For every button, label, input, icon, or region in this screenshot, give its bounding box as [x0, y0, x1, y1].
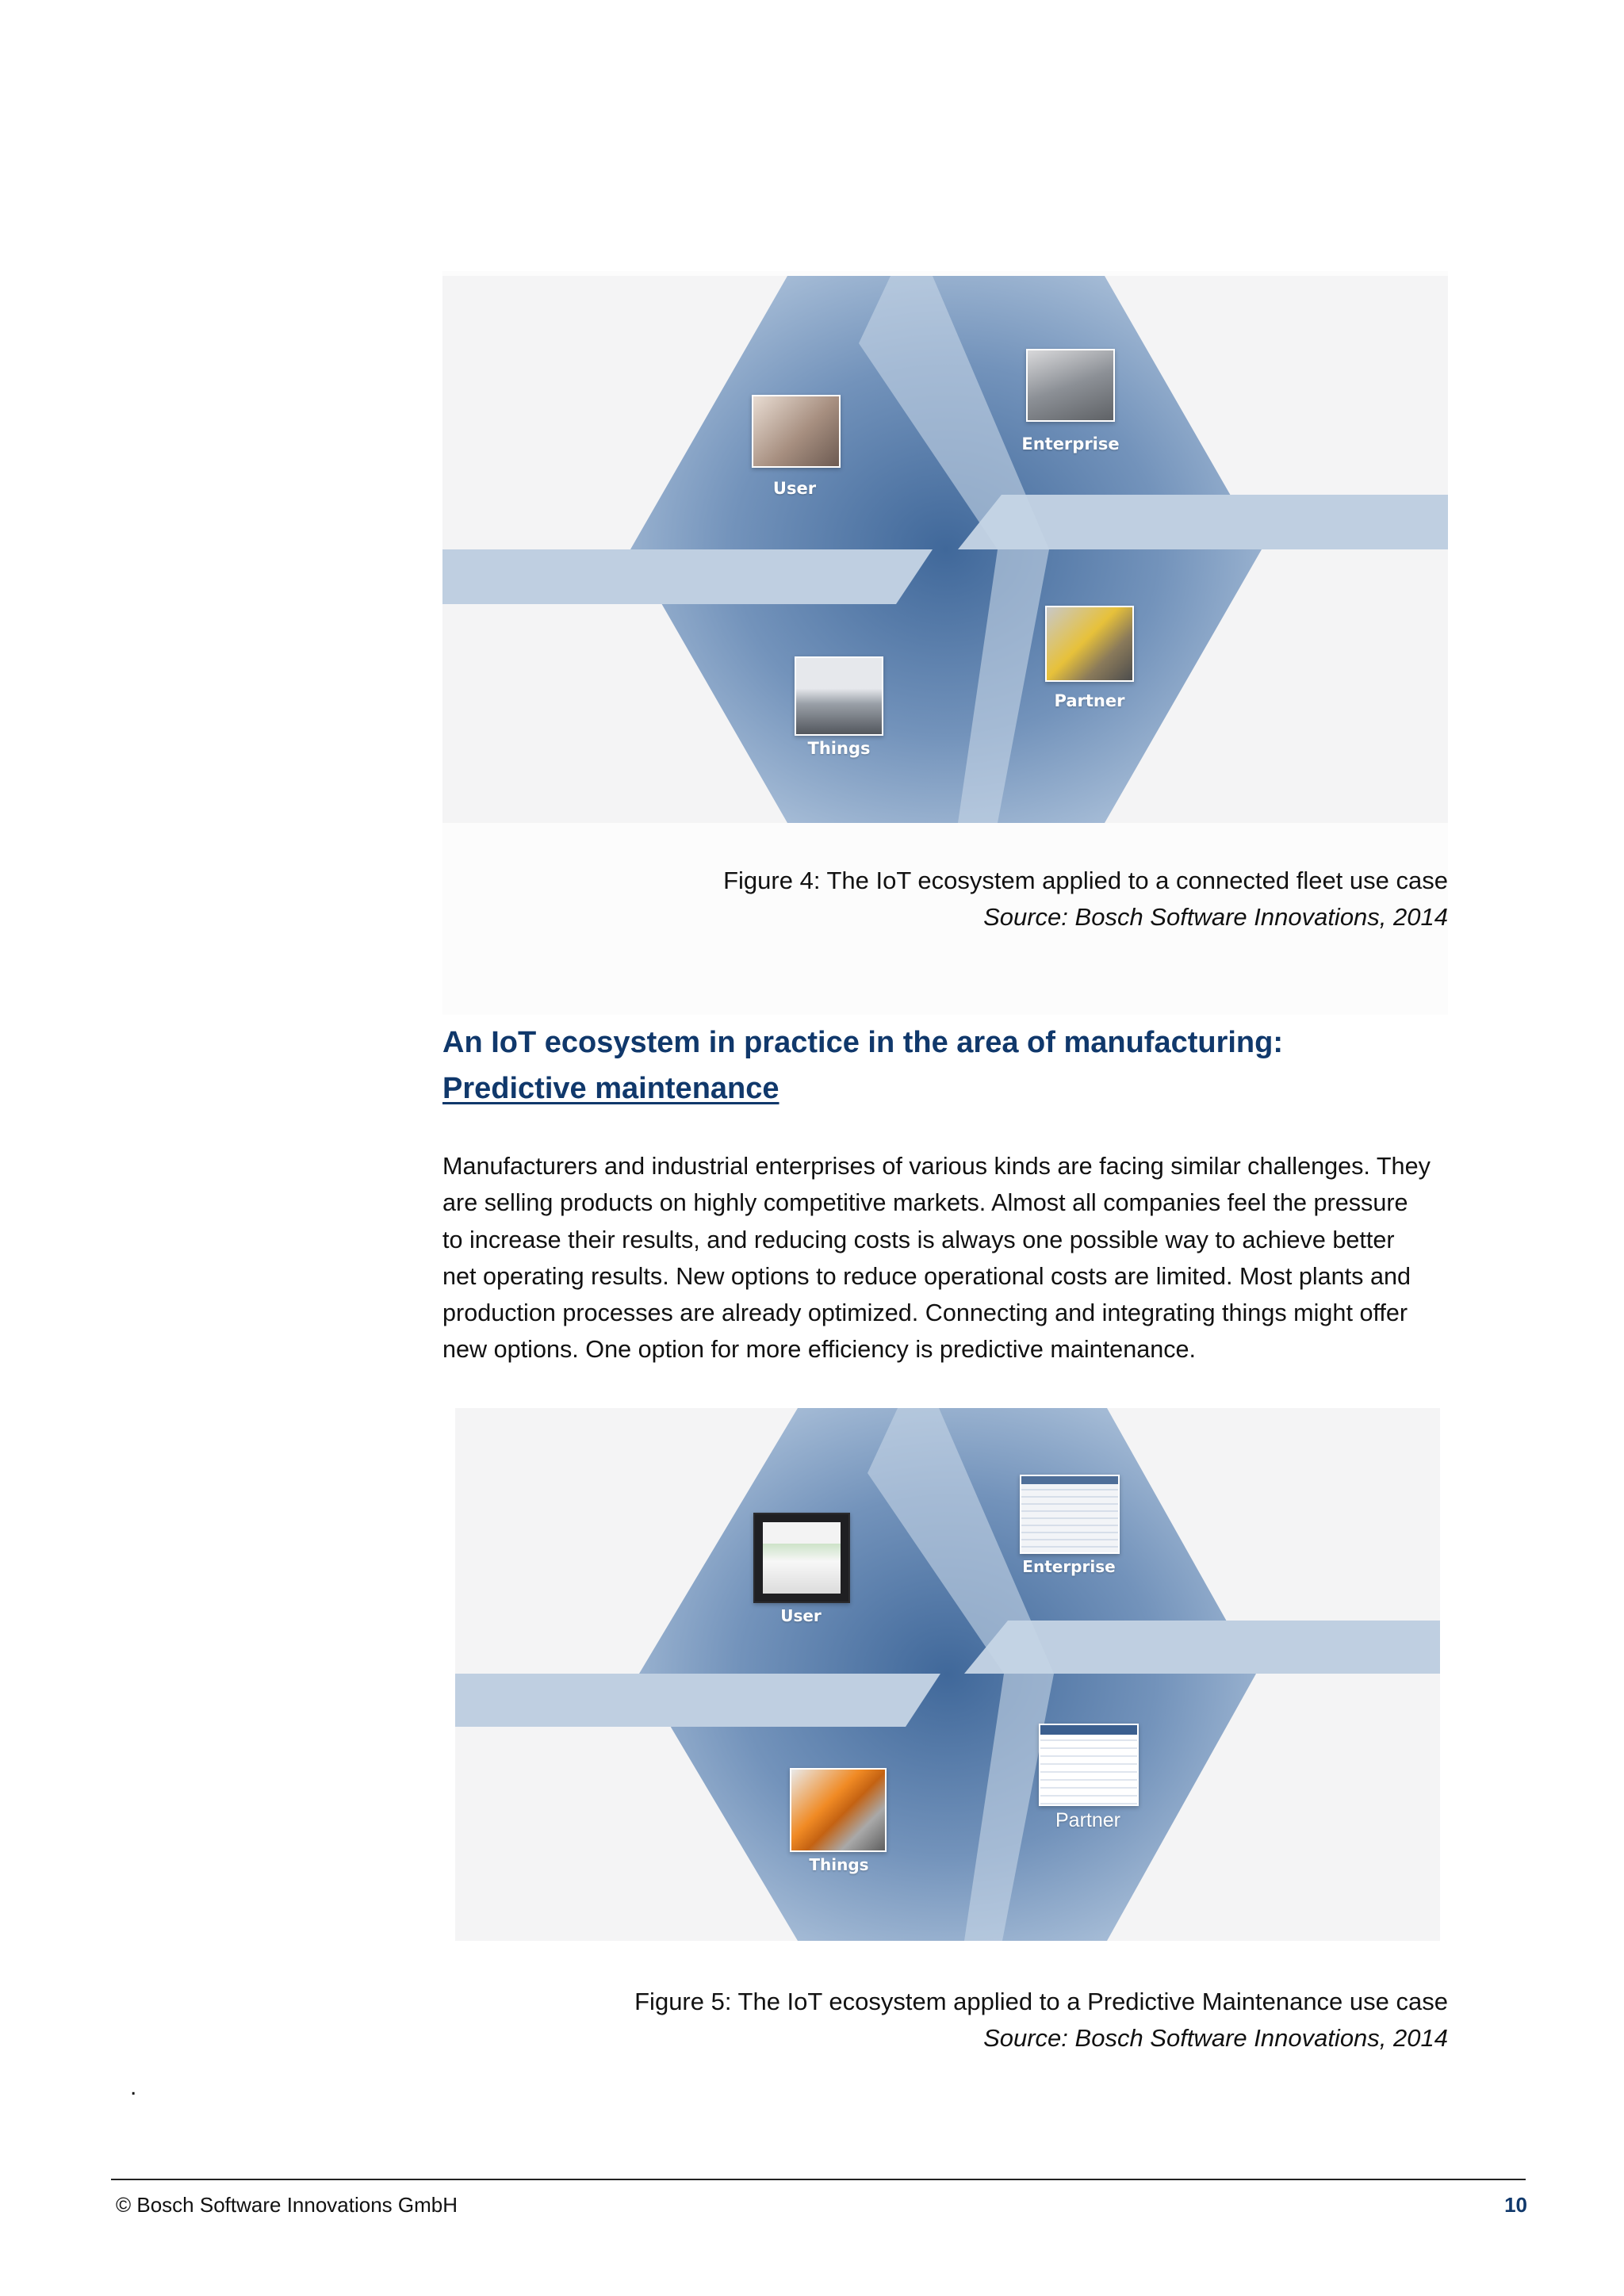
figure-4-ecosystem-diagram	[442, 276, 1448, 823]
body-line: net operating results. New options to reduce operational costs are limited. Most plants and	[442, 1262, 1411, 1290]
body-line: production processes are already optimized. Connecting and integrating things might offer	[442, 1299, 1408, 1327]
enterprise-label: Enterprise	[1022, 1557, 1116, 1576]
partner-photo	[1045, 606, 1134, 682]
figure-4-caption: Figure 4: The IoT ecosystem applied to a connected fleet use case	[723, 867, 1448, 894]
body-line: Manufacturers and industrial enterprises of various kinds are facing similar challenges. They	[442, 1153, 1431, 1180]
figure-5-caption-block	[634, 1984, 1448, 2057]
body-line: are selling products on highly competitive markets. Almost all companies feel the pressure	[442, 1189, 1408, 1217]
body-line: new options. One option for more efficiency is predictive maintenance.	[442, 1336, 1197, 1364]
things-label: Things	[809, 1855, 869, 1874]
page-number: 10	[1504, 2193, 1527, 2217]
user-label: User	[780, 1606, 822, 1625]
figure-4-caption-block	[723, 863, 1448, 936]
figure-4-source: Source: Bosch Software Innovations, 2014	[983, 903, 1448, 931]
tablet-screen	[763, 1522, 841, 1594]
enterprise-screenshot-header	[1021, 1476, 1118, 1484]
figure-5-ecosystem-diagram	[455, 1408, 1440, 1941]
partner-screenshot-image	[1039, 1724, 1139, 1806]
body-paragraph	[442, 1148, 1451, 1368]
partner-label: Partner	[1054, 691, 1125, 710]
figure-5-hexagon-graphic	[455, 1408, 1440, 1941]
body-line: to increase their results, and reducing costs is always one possible way to achieve better	[442, 1226, 1395, 1253]
figure-5-source: Source: Bosch Software Innovations, 2014	[983, 2024, 1448, 2052]
enterprise-label: Enterprise	[1021, 434, 1120, 453]
partner-screenshot-header	[1040, 1725, 1137, 1735]
user-tablet-image	[753, 1513, 850, 1603]
section-heading-line-1: An IoT ecosystem in practice in the area of manufacturing:	[442, 1026, 1284, 1059]
footer-copyright: © Bosch Software Innovations GmbH	[116, 2193, 458, 2217]
user-label: User	[772, 479, 817, 498]
things-robot-image	[790, 1768, 887, 1852]
light-band-left	[455, 1674, 940, 1727]
figure-4-hexagon-graphic	[442, 276, 1448, 823]
enterprise-photo	[1026, 349, 1115, 422]
things-label: Things	[807, 739, 871, 758]
user-photo	[752, 395, 841, 468]
partner-label: Partner	[1055, 1809, 1120, 1831]
figure-5-caption: Figure 5: The IoT ecosystem applied to a Predictive Maintenance use case	[634, 1988, 1448, 2015]
enterprise-screenshot-image	[1020, 1475, 1120, 1554]
section-heading-line-2: Predictive maintenance	[442, 1072, 779, 1105]
section-heading	[442, 1020, 1448, 1112]
footer-divider	[111, 2179, 1526, 2180]
stray-dot: .	[130, 2074, 137, 2100]
light-band-left	[442, 549, 933, 604]
things-photo	[795, 656, 883, 736]
